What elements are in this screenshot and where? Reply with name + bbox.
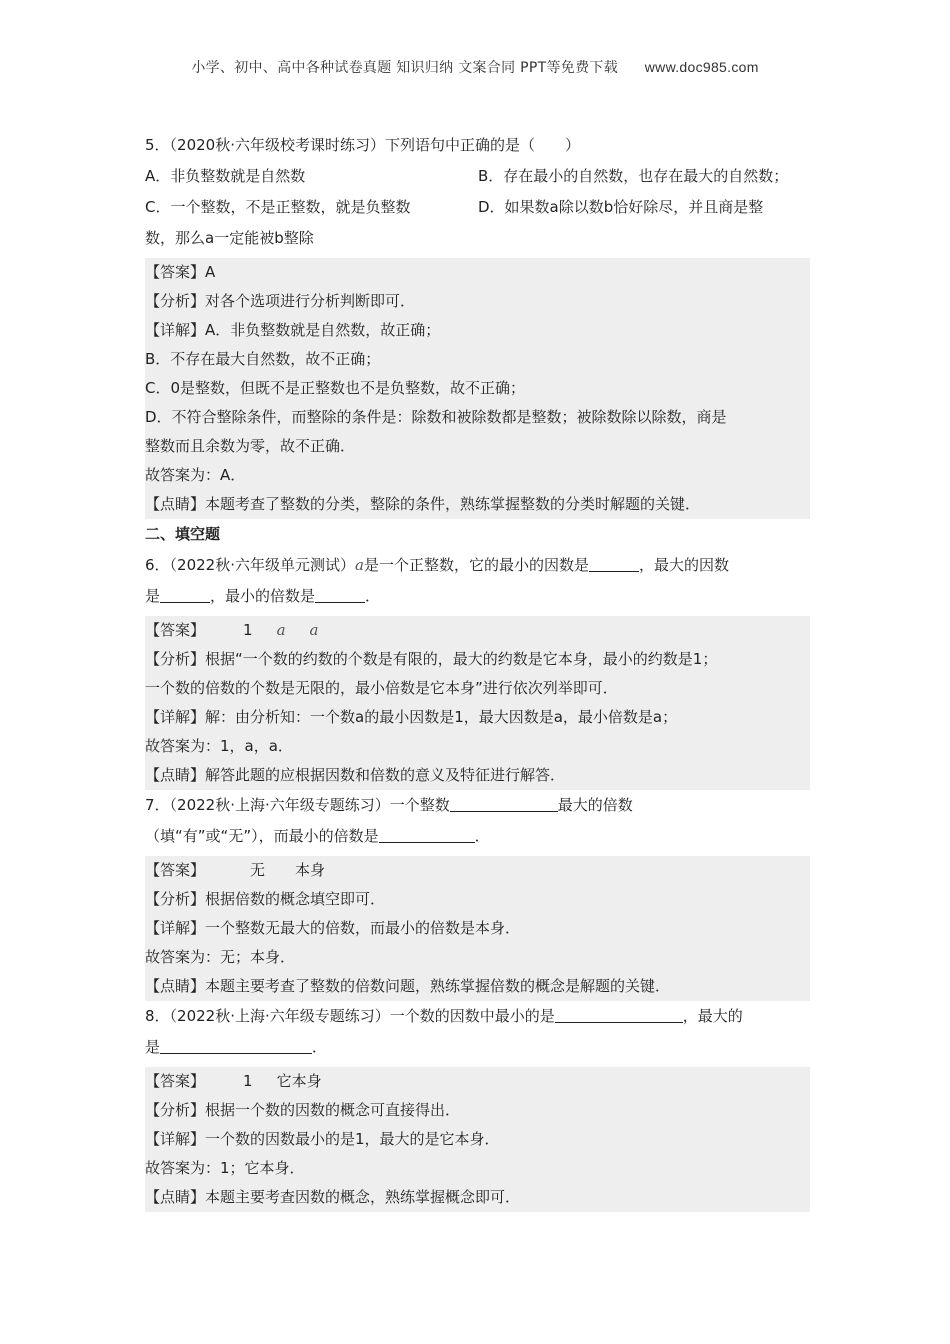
- q8-final: 故答案为：1；它本身．: [145, 1159, 305, 1177]
- q6-comment: 【点睛】解答此题的应根据因数和倍数的意义及特征进行解答．: [145, 766, 566, 784]
- q7-answer: [145, 856, 810, 885]
- q6-answer-2: a: [276, 621, 286, 639]
- q6-stem-2: [145, 581, 810, 612]
- q7-detail: 【详解】一个整数无最大的倍数，而最小的倍数是本身．: [145, 919, 521, 937]
- q5-detail-1: 【详解】A．非负整数就是自然数，故正确；: [145, 321, 441, 339]
- q5-option-c: C．一个整数，不是正整数，就是负整数: [145, 198, 411, 216]
- header-url[interactable]: www.doc985.com: [644, 59, 759, 75]
- q5-option-d: D．如果数a除以数b恰好除尽，并且商是整: [478, 198, 764, 216]
- q5-analysis: 【分析】对各个选项进行分析判断即可．: [145, 292, 416, 310]
- q6-stem: [145, 550, 810, 581]
- q7-stem2-b: ．: [474, 827, 490, 845]
- q8-stem2-a: 是: [145, 1038, 161, 1056]
- q6-solution-box: [145, 616, 810, 790]
- q6-analysis-1: 【分析】根据“一个数的约数的个数是有限的，最大的约数是它本身，最小的约数是1；: [145, 650, 718, 668]
- header-text: 小学、初中、高中各种试卷真题 知识归纳 文案合同 PPT等免费下载: [191, 60, 618, 76]
- q7-solution-box: [145, 856, 810, 1001]
- q8-stem-a: 8．（2022秋·上海·六年级专题练习）一个数的因数中最小的是: [145, 1007, 555, 1025]
- q6-answer-label: 【答案】: [145, 621, 206, 639]
- q5-comment: 【点睛】本题考查了整数的分类，整除的条件，熟练掌握整数的分类时解题的关键．: [145, 495, 701, 513]
- q6-blank-1[interactable]: [589, 554, 639, 572]
- q7-stem-a: 7．（2022秋·上海·六年级专题练习）一个整数: [145, 796, 450, 814]
- q5-solution-box: [145, 258, 810, 519]
- q7-answer-label: 【答案】: [145, 861, 206, 879]
- q5-answer: 【答案】A: [145, 263, 216, 281]
- q5-stem: 5．（2020秋·六年级校考课时练习）下列语句中正确的是（ ）: [145, 136, 580, 154]
- q8-detail: 【详解】一个数的因数最小的是1，最大的是它本身．: [145, 1130, 500, 1148]
- q8-stem2-b: ．: [312, 1038, 328, 1056]
- q7-final: 故答案为：无；本身．: [145, 948, 296, 966]
- q8-answer-label: 【答案】: [145, 1072, 206, 1090]
- q5-option-d-cont: 数，那么a一定能被b整除: [145, 229, 314, 247]
- q5-detail-5: 整数而且余数为零，故不正确．: [145, 437, 356, 455]
- q7-stem: [145, 790, 810, 821]
- q6-final: 故答案为：1，a，a．: [145, 737, 293, 755]
- q5-detail-4: D．不符合整除条件，而整除的条件是：除数和被除数都是整数；被除数除以除数，商是: [145, 408, 727, 426]
- q8-answer-1: 1: [243, 1072, 253, 1090]
- q6-stem2-a: 是: [145, 587, 161, 605]
- q5-option-b: B．存在最小的自然数，也存在最大的自然数；: [478, 167, 789, 185]
- q6-blank-2[interactable]: [160, 585, 210, 603]
- q5-final: 故答案为：A．: [145, 466, 246, 484]
- q7-stem-2: [145, 821, 810, 852]
- q6-stem-c: ，最大的因数: [638, 556, 729, 574]
- q6-blank-3[interactable]: [315, 585, 365, 603]
- q5-options-row1: [145, 161, 810, 192]
- q8-comment: 【点睛】本题主要考查因数的概念，熟练掌握概念即可．: [145, 1188, 521, 1206]
- q8-answer: [145, 1067, 810, 1096]
- q6-answer-1: 1: [243, 621, 253, 639]
- q6-answer: [145, 616, 810, 645]
- q7-answer-2: 本身: [295, 861, 326, 879]
- q8-blank-2[interactable]: [160, 1036, 312, 1054]
- section-title: 二、填空题: [145, 525, 221, 543]
- q7-stem-b: 最大的倍数: [557, 796, 633, 814]
- q8-stem-2: [145, 1032, 810, 1063]
- q8-stem-b: ，最大的: [682, 1007, 743, 1025]
- q6-stem-a: 6．（2022秋·六年级单元测试）: [145, 556, 355, 574]
- q7-comment: 【点睛】本题主要考查了整数的倍数问题，熟练掌握倍数的概念是解题的关键．: [145, 977, 671, 995]
- q7-blank-2[interactable]: [379, 825, 475, 843]
- q5-option-a: A．非负整数就是自然数: [145, 167, 306, 185]
- document-body: [145, 130, 810, 1212]
- q7-answer-1: 无: [250, 861, 266, 879]
- page-header: [0, 57, 950, 77]
- q8-answer-2: 它本身: [276, 1072, 322, 1090]
- q5-detail-3: C．0是整数，但既不是正整数也不是负整数，故不正确；: [145, 379, 526, 397]
- q6-analysis-2: 一个数的倍数的个数是无限的，最小倍数是它本身”进行依次列举即可．: [145, 679, 618, 697]
- q8-solution-box: [145, 1067, 810, 1212]
- q7-analysis: 【分析】根据倍数的概念填空即可．: [145, 890, 386, 908]
- q6-var: a: [355, 556, 364, 574]
- q6-detail: 【详解】解：由分析知：一个数a的最小因数是1，最大因数是a，最小倍数是a；: [145, 708, 678, 726]
- q7-stem2-a: （填“有”或“无”），而最小的倍数是: [145, 827, 379, 845]
- q7-blank-1[interactable]: [450, 794, 558, 812]
- q5-detail-2: B．不存在最大自然数，故不正确；: [145, 350, 381, 368]
- q5-options-row2: [145, 192, 810, 223]
- q6-stem2-b: ，最小的倍数是: [210, 587, 316, 605]
- q6-stem-b: 是一个正整数，它的最小的因数是: [363, 556, 589, 574]
- q6-stem2-c: ．: [365, 587, 381, 605]
- q6-answer-3: a: [309, 621, 319, 639]
- q8-blank-1[interactable]: [555, 1005, 683, 1023]
- q8-stem: [145, 1001, 810, 1032]
- q8-analysis: 【分析】根据一个数的因数的概念可直接得出．: [145, 1101, 461, 1119]
